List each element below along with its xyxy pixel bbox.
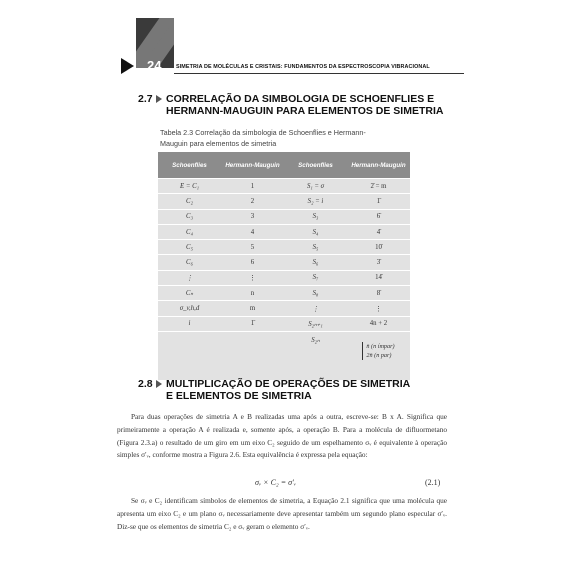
- table-cell: 8̄: [347, 286, 410, 301]
- table-row: [158, 270, 410, 285]
- table-cell: ⋮: [284, 301, 347, 316]
- table-cell: Cₙ: [158, 286, 221, 301]
- table-cell: 4n + 2: [347, 316, 410, 331]
- table-row: [158, 255, 410, 270]
- section-title-line-1: CORRELAÇÃO DA SIMBOLOGIA DE SCHOENFLIES E: [166, 93, 435, 105]
- table-cell: S₈: [284, 286, 347, 301]
- table-cell: 4̄: [347, 224, 410, 239]
- section-title-line-2: E ELEMENTOS DE SIMETRIA: [166, 390, 312, 402]
- section-number: 2.7: [138, 93, 153, 105]
- table-cell: [221, 331, 284, 380]
- table-caption: [160, 127, 410, 149]
- table-cell: 14̄: [347, 270, 410, 285]
- running-title: SIMETRIA DE MOLÉCULAS E CRISTAIS: FUNDAMENTOS DA ESPECTROSCOPIA VIBRACIONAL: [176, 64, 430, 70]
- brace-cases: [362, 342, 394, 360]
- table-row: [158, 286, 410, 301]
- page-number: 24: [147, 58, 162, 73]
- table-row: [158, 301, 410, 316]
- table-row-s2n: [158, 331, 410, 380]
- table-row: [158, 240, 410, 255]
- table-row: [158, 316, 410, 331]
- table-cell: C₅: [158, 240, 221, 255]
- table-caption-line-2: Mauguin para elementos de simetria: [160, 139, 277, 148]
- equation-number: (2.1): [425, 478, 441, 487]
- table-cell: E = C₁: [158, 179, 221, 194]
- table-cell: 10̄: [347, 240, 410, 255]
- section-triangle-icon: [156, 380, 162, 388]
- table-cell: m: [221, 301, 284, 316]
- table-cell: S₄: [284, 224, 347, 239]
- table-cell: C₄: [158, 224, 221, 239]
- table-cell: 3: [221, 209, 284, 224]
- equation: σᵥ × C₂ = σ′ᵥ: [255, 478, 297, 487]
- table-cell: C₃: [158, 209, 221, 224]
- table-cell: 1̄: [221, 316, 284, 331]
- table-cell: 6: [221, 255, 284, 270]
- table-cell-s2n-cases: [347, 331, 410, 380]
- header-schoenflies-2: Schoenflies: [284, 152, 347, 179]
- header-schoenflies-1: Schoenflies: [158, 152, 221, 179]
- section-heading-2-7: [138, 93, 458, 119]
- table-cell: ⋮: [347, 301, 410, 316]
- table-cell: C₂: [158, 194, 221, 209]
- table-cell-s2n: S₂ₙ: [284, 331, 347, 380]
- table-cell: S₂ₙ₊₁: [284, 316, 347, 331]
- table-cell: C₆: [158, 255, 221, 270]
- paragraph-2: Se σᵥ e C₂ identificam símbolos de elementos de simetria, a Equação 2.1 significa que uma molécula que apresenta um eixo C₂ e um plano σᵥ necessariamente deve apresentar também um segundo plano especular σ′ᵥ. Diz-se que os elementos de simetria C₂ e σᵥ geram o elemento σ′ᵥ.: [117, 496, 447, 531]
- section-triangle-icon: [156, 95, 162, 103]
- table-cell: n: [221, 286, 284, 301]
- table-cell: 6̄: [347, 209, 410, 224]
- table-cell: S₃: [284, 209, 347, 224]
- header-rule: [174, 73, 464, 74]
- table-cell: 5: [221, 240, 284, 255]
- table-row: [158, 179, 410, 194]
- table-cell: 2: [221, 194, 284, 209]
- section-heading-2-8: [138, 378, 458, 404]
- table-cell: 3̄: [347, 255, 410, 270]
- table-row: [158, 224, 410, 239]
- header-arrow-icon: [121, 58, 134, 74]
- table-row: [158, 194, 410, 209]
- table-cell: S₆: [284, 255, 347, 270]
- table-cell: 4: [221, 224, 284, 239]
- case-even: 2n̄ (n par): [366, 351, 392, 359]
- table-cell: S₁ = σ: [284, 179, 347, 194]
- table-cell: i: [158, 316, 221, 331]
- header-hm-2: Hermann-Mauguin: [347, 152, 410, 179]
- table-caption-line-1: Tabela 2.3 Correlação da simbologia de Schoenflies e Hermann-: [160, 128, 366, 137]
- table-cell: S₂ = i: [284, 194, 347, 209]
- section-title-line-2: HERMANN-MAUGUIN PARA ELEMENTOS DE SIMETRIA: [166, 105, 444, 117]
- case-odd: n̄ (n ímpar): [366, 342, 395, 350]
- table-row: [158, 209, 410, 224]
- header-hm-1: Hermann-Mauguin: [221, 152, 284, 179]
- table-cell: [158, 331, 221, 380]
- symmetry-table: [158, 152, 410, 380]
- table-cell: ⋮: [221, 270, 284, 285]
- table-cell: 1: [221, 179, 284, 194]
- table-cell: S₇: [284, 270, 347, 285]
- table-cell: ⋮: [158, 270, 221, 285]
- table-cell: S₅: [284, 240, 347, 255]
- table-cell: 1̄: [347, 194, 410, 209]
- paragraph-1: Para duas operações de simetria A e B realizadas uma após a outra, escreve-se: B x A. Significa que primeiramente a operação A é realizada e, somente após, a operação B. Para a molécula de difluormetano (Figura 2.3.a) o resultado de um giro em um eixo C₂ seguido de um espelhamento σᵥ é equivalente à operação simples σ′ᵥ, conforme mostra a Figura 2.6. Esta equivalência é expressa pela equação:: [117, 412, 447, 460]
- section-number: 2.8: [138, 378, 153, 390]
- section-title-line-1: MULTIPLICAÇÃO DE OPERAÇÕES DE SIMETRIA: [166, 378, 411, 390]
- table-cell: σ_v,h,d: [158, 301, 221, 316]
- table-header-row: [158, 152, 410, 179]
- table-cell: 2̄ = m: [347, 179, 410, 194]
